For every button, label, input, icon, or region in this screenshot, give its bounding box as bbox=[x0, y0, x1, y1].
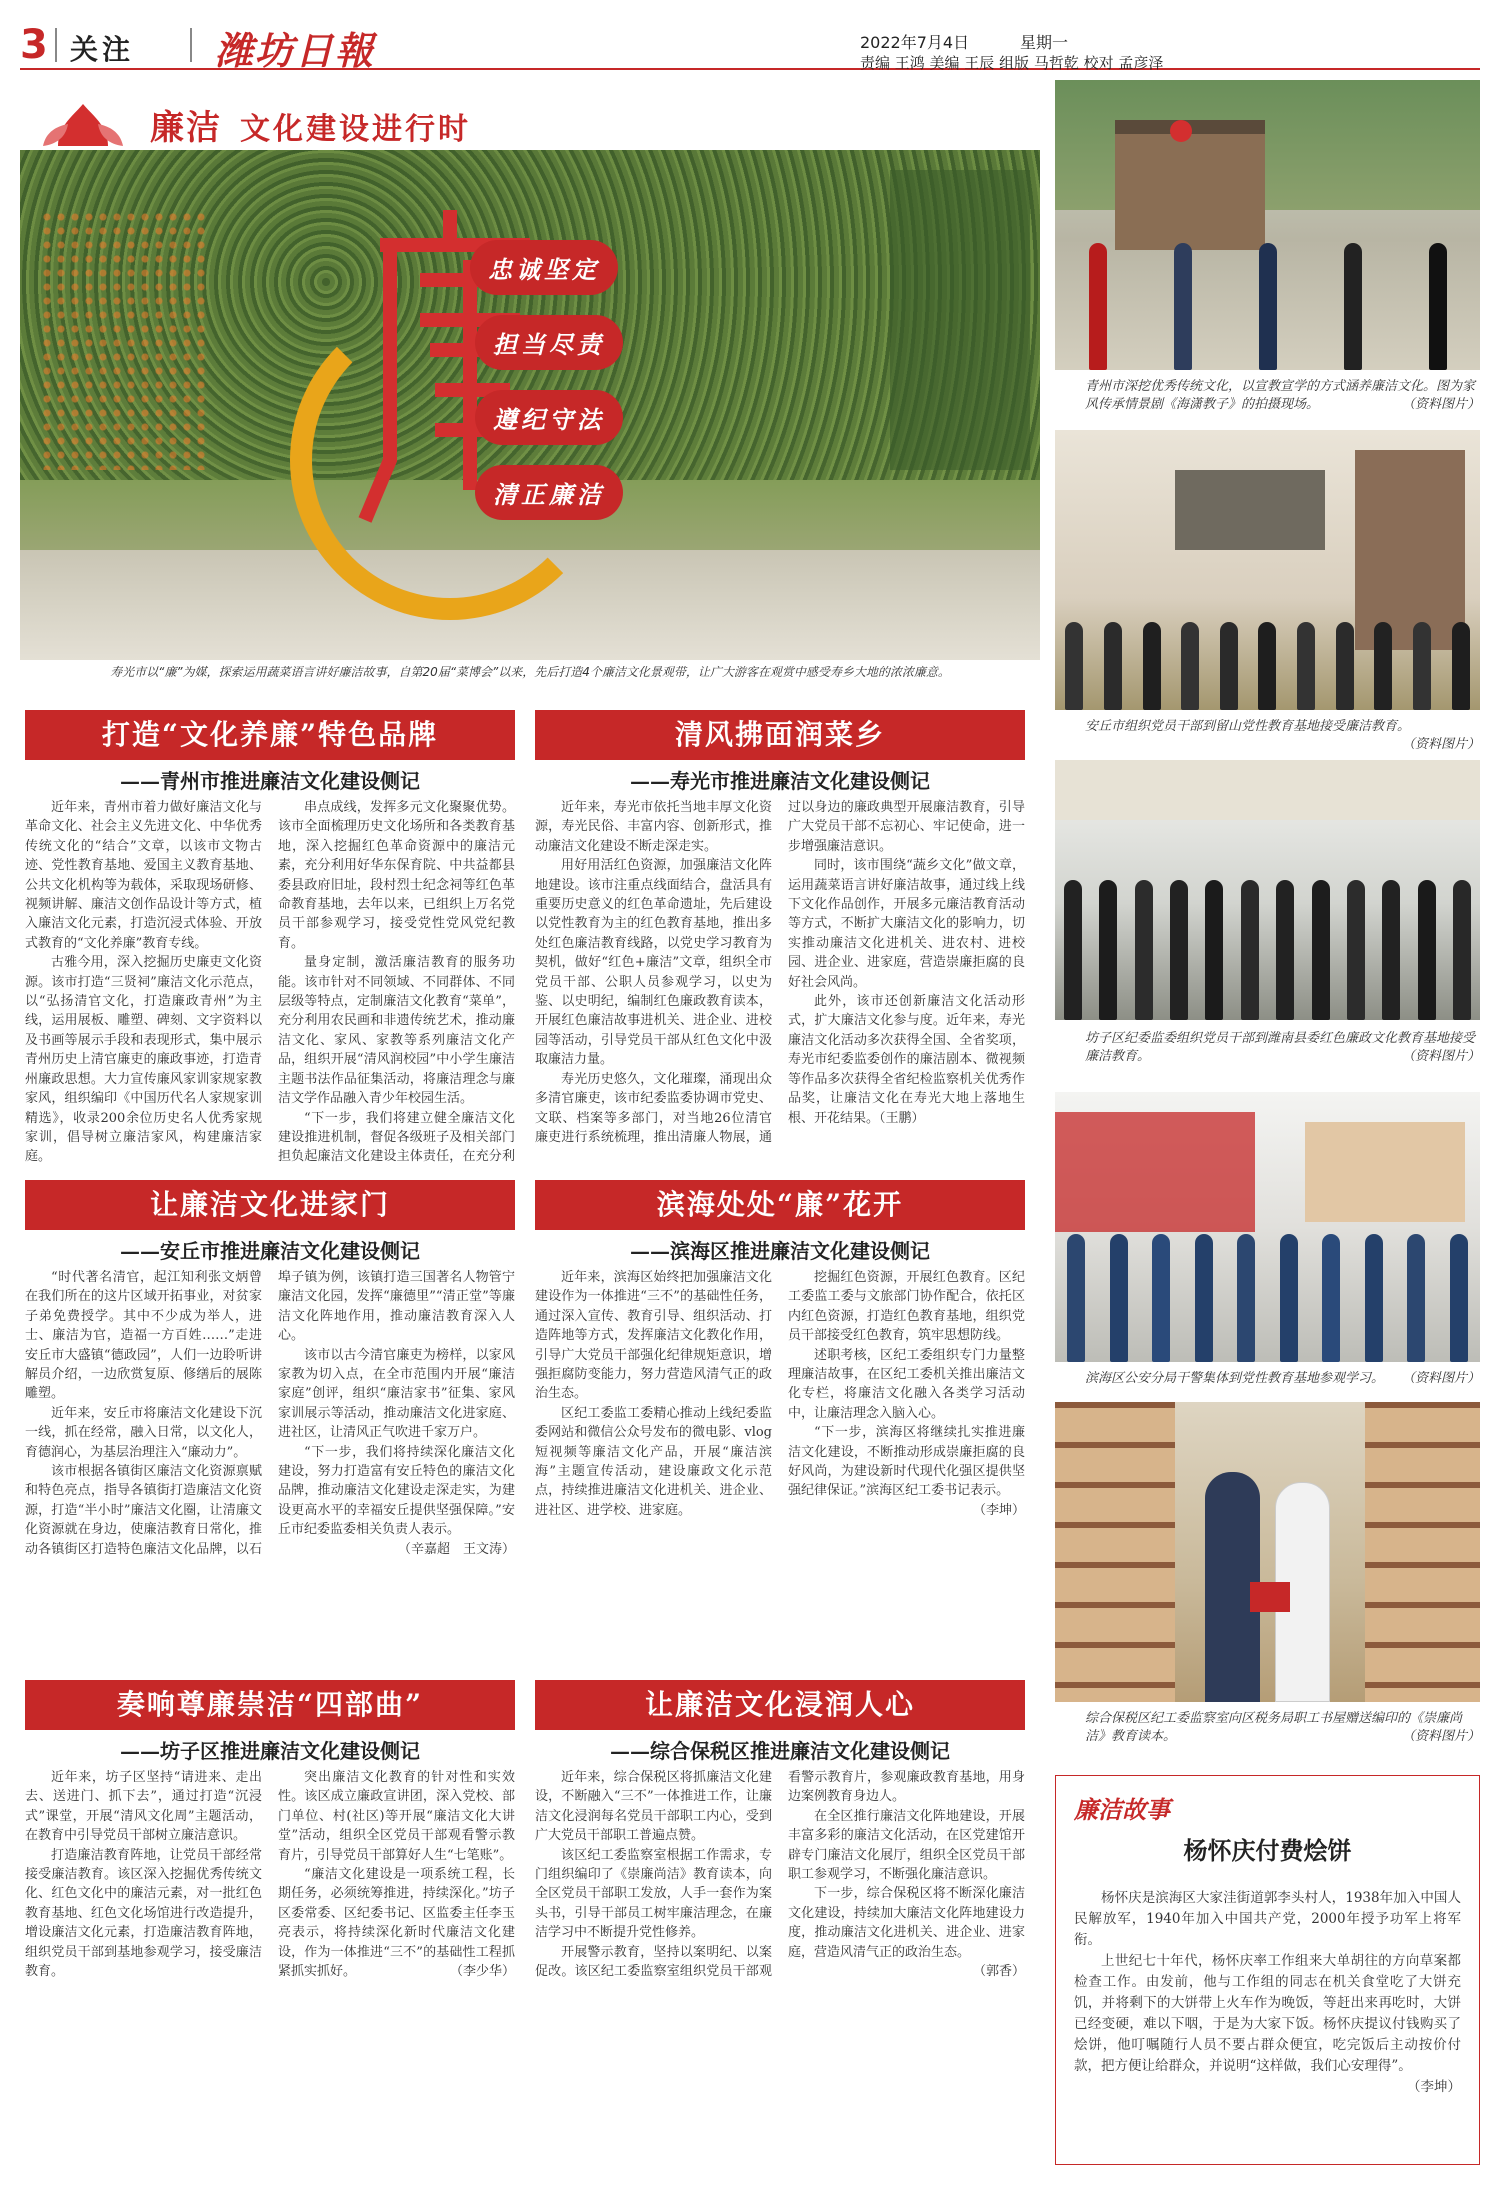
main-photo bbox=[20, 150, 1040, 660]
photo-binhai-police bbox=[1055, 1092, 1480, 1362]
section-name: 关注 bbox=[70, 33, 135, 66]
photo-caption-2: 安丘市组织党员干部到留山党性教育基地接受廉洁教育。 （资料图片） bbox=[1085, 719, 1480, 752]
sign-4: 清正廉洁 bbox=[475, 465, 623, 520]
banner-lianjie: 廉洁 bbox=[150, 108, 222, 148]
editors-line: 责编 王鸿 美编 王辰 组版 马哲乾 校对 孟彦泽 bbox=[860, 54, 1164, 72]
sign-1: 忠诚坚定 bbox=[470, 240, 618, 295]
story-title: 杨怀庆付费烩饼 bbox=[1183, 1836, 1352, 1865]
article-body-bonded-zone: 近年来，综合保税区将抓廉洁文化建设，不断融入“三不”一体推进工作，让廉洁文化浸润每名党员干部职工内心，受到广大党员干部职工普遍点赞。 该区纪工委监察室根据工作需求，专门组织编印了《崇廉尚洁》教育读本，向全区党员干部职工发放，人手一套作为案头书，引导干部员工树牢廉洁理念，在廉洁学习中不断提升党性修养。 开展警示教育，坚持以案明纪、以案促改。该区纪工委监察室组织党员干部观看警示教育片，参观廉政教育基地，用身边案例教育身边人。 在全区推行廉洁文化阵地建设，开展丰富多彩的廉洁文化活动，在区党建馆开辟专门廉洁文化展厅，组织全区党员干部职工参观学习，不断强化廉洁意识。 下一步，综合保税区将不断深化廉洁文化建设，持续加大廉洁文化阵地建设力度，推动廉洁文化进机关、进企业、进家庭，营造风清气正的政治生态。 （郭香） bbox=[535, 1770, 1025, 1980]
story-body: 杨怀庆是滨海区大家洼街道郭李头村人，1938年加入中国人民解放军，1940年加入中国共产党，2000年授予功军上将军衔。 上世纪七十年代，杨怀庆率工作组来大单胡往的方向草案都检查工作。由发前，他与工作组的同志在机关食堂吃了大饼充饥，并将剩下的大饼带上火车作为晚饭，等赶出来再吃时，大饼已经变硬，难以下咽，于是为大家下饭。杨怀庆提议付钱购买了烩饼，他叮嘱随行人员不要占群众便宜，吃完饭后主动按价付款，把方便让给群众，并说明“这样做，我们心安理得”。 （李坤） bbox=[1074, 1890, 1461, 2095]
article-body-binhai: 近年来，滨海区始终把加强廉洁文化建设作为一体推进“三不”的基础性任务，通过深入宣传、教育引导、组织活动、打造阵地等方式，发挥廉洁文化教化作用，引导广大党员干部强化纪律规矩意识，增强拒腐防变能力，努力营造风清气正的政治生态。 区纪工委监工委精心推动上线纪委监委网站和微信公众号发布的微电影、vlog短视频等廉洁文化产品，开展“廉洁滨海”主题宣传活动，建设廉政文化示范点，持续推进廉洁文化进机关、进企业、进社区、进学校、进家庭。 挖掘红色资源，开展红色教育。区纪工委监工委与文旅部门协作配合，依托区内红色资源，打造红色教育基地，组织党员干部接受红色教育，筑牢思想防线。 述职考核，区纪工委组织专门力量整理廉洁故事，在区纪工委机关推出廉洁文化专栏，将廉洁文化融入各类学习活动中，让廉洁理念入脑入心。 “下一步，滨海区将继续扎实推进廉洁文化建设，不断推动形成崇廉拒腐的良好风尚，为建设新时代现代化强区提供坚强纪律保证。”滨海区纪工委书记表示。 （李坤） bbox=[535, 1270, 1025, 1518]
article-body-shouguang: 近年来，寿光市依托当地丰厚文化资源，寿光民俗、丰富内容、创新形式，推动廉洁文化建设不断走深走实。 用好用活红色资源，加强廉洁文化阵地建设。该市注重点线面结合，盘活具有重要历史意义的红色革命遗址，先后建设以党性教育为主的红色教育基地，推出多处红色廉洁教育线路，以党史学习教育为契机，做好“红色+廉洁”文章，组织全市党员干部、公职人员参观学习，以史为鉴、以史明纪，编制红色廉政教育读本，开展红色廉洁故事进机关、进企业、进校园等活动，引导党员干部从红色文化中汲取廉洁力量。 寿光历史悠久，文化璀璨，涌现出众多清官廉吏，该市纪委监委协调市党史、文联、档案等多部门，对当地26位清官廉吏进行系统梳理，推出清廉人物展，通过以身边的廉政典型开展廉洁教育，引导广大党员干部不忘初心、牢记使命，进一步增强廉洁意识。 同时，该市围绕“蔬乡文化”做文章，运用蔬菜语言讲好廉洁故事，通过线上线下文化作品创作，开展多元廉洁教育活动等方式，不断扩大廉洁文化的影响力，切实推动廉洁文化进机关、进农村、进校园、进企业、进家庭，营造崇廉拒腐的良好社会风尚。 此外，该市还创新廉洁文化活动形式，扩大廉洁文化参与度。近年来，寿光廉洁文化活动多次获得全国、全省奖项，寿光市纪委监委创作的廉洁剧本、微视频等作品多次获得全省纪检监察机关优秀作品奖，让廉洁文化在寿光大地上落地生根、开花结果。（王鹏） bbox=[535, 800, 1025, 1145]
photo-fangzi-oath bbox=[1055, 760, 1480, 1020]
article-body-qingzhou: 近年来，青州市着力做好廉洁文化与革命文化、社会主义先进文化、中华优秀传统文化的“结合”文章，以该市文物古迹、党性教育基地、爱国主义教育基地、公共文化机构等为载体，采取现场研修、视频讲解、廉洁文创作品设计等方式，植入廉洁文化元素，打造沉浸式体验、开放式教育的“文化养廉”教育专线。 古雅今用，深入挖掘历史廉吏文化资源。该市打造“三贤祠”廉洁文化示范点，以“弘扬清官文化，打造廉政青州”为主线，运用展板、雕塑、碑刻、文字资料以及书画等展示手段和表现形式，集中展示青州历史上清官廉吏的廉政事迹，打造青州廉政思想。大力宣传廉风家训家规家教家风，组织编印《中国历代名人家规家训精选》，收录200余位历史名人优秀家规家训，倡导树立廉洁家风，构建廉洁家庭。 串点成线，发挥多元文化聚聚优势。该市全面梳理历史文化场所和各类教育基地，深入挖掘红色革命资源中的廉洁元素，充分利用好华东保育院、中共益都县委县政府旧址，段村烈士纪念祠等红色革命教育基地，去年以来，已组织上万名党员干部参观学习，接受党性党风党纪教育。 量身定制，激活廉洁教育的服务功能。该市针对不同领域、不同群体、不同层级等特点，定制廉洁文化教育“菜单”，充分利用农民画和非遗传统艺术，推动廉洁文化、家风、家教等系列廉洁文化产品，组织开展“清风润校园”中小学生廉洁主题书法作品征集活动，将廉洁理念与廉洁文学作品融入青少年校园生活。 “下一步，我们将建立健全廉洁文化建设推进机制，督促各级班子及相关部门担负起廉洁文化建设主体责任，在充分利 bbox=[25, 800, 515, 1165]
article-subtitle-fangzi: ——坊子区推进廉洁文化建设侧记 bbox=[120, 1739, 420, 1763]
article-title-anqiu: 让廉洁文化进家门 bbox=[25, 1180, 515, 1230]
article-subtitle-qingzhou: ——青州市推进廉洁文化建设侧记 bbox=[120, 769, 420, 793]
article-body-fangzi: 近年来，坊子区坚持“请进来、走出去、送进门、抓下去”，通过打造“沉浸式”课堂，开展“清风文化周”主题活动，在教育中引导党员干部树立廉洁意识。 打造廉洁教育阵地，让党员干部经常接受廉洁教育。该区深入挖掘优秀传统文化、红色文化中的廉洁元素，对一批红色教育基地、红色文化场馆进行改造提升，增设廉洁文化元素，打造廉洁教育阵地，组织党员干部到基地参观学习，接受廉洁教育。 突出廉洁文化教育的针对性和实效性。该区成立廉政宣讲团，深入党校、部门单位、村(社区)等开展“廉洁文化大讲堂”活动，组织全区党员干部观看警示教育片，引导党员干部算好人生“七笔账”。 “廉洁文化建设是一项系统工程，长期任务，必须统筹推进，持续深化。”坊子区委常委、区纪委书记、区监委主任李玉亮表示，将持续深化新时代廉洁文化建设，作为一体推进“三不”的基础性工程抓紧抓实抓好。 （李少华） bbox=[25, 1770, 515, 1980]
weekday: 星期一 bbox=[1020, 33, 1069, 52]
tree-foliage bbox=[890, 170, 1030, 470]
divider bbox=[55, 28, 57, 62]
sign-3: 遵纪守法 bbox=[475, 390, 623, 445]
article-title-shouguang: 清风拂面润菜乡 bbox=[535, 710, 1025, 760]
article-title-binhai: 滨海处处“廉”花开 bbox=[535, 1180, 1025, 1230]
article-body-anqiu: “时代著名清官，起江知利张文炳曾在我们所在的这片区域开拓事业，对贫家子弟免费授学。其中不少成为举人，进士、廉洁为官，造福一方百姓……”走进安丘市大盛镇“德政园”，人们一边聆听讲解员介绍，一边欣赏复原、修缮后的展陈雕塑。 近年来，安丘市将廉洁文化建设下沉一线，抓在经常，融入日常，以文化人，育德润心，为基层治理注入“廉动力”。 该市根据各镇街区廉洁文化资源禀赋和特色亮点，指导各镇街打造廉洁文化资源，打造“半小时”廉洁文化圈，让清廉文化资源就在身边，使廉洁教育日常化，推动各镇街区打造特色廉洁文化品牌，以石埠子镇为例，该镇打造三国著名人物管宁廉洁文化园，发挥“廉德里”“清正堂”等廉洁文化阵地作用，推动廉洁教育深入人心。 该市以古今清官廉吏为榜样，以家风家教为切入点，在全市范围内开展“廉洁家庭”创评，组织“廉洁家书”征集、家风家训展示等活动，推动廉洁文化进家庭、进社区，让清风正气吹进千家万户。 “下一步，我们将持续深化廉洁文化建设，努力打造富有安丘特色的廉洁文化品牌，推动廉洁文化建设走深走实，为建设更高水平的幸福安丘提供坚强保障。”安丘市纪委监委相关负责人表示。 （辛嘉超 王文涛） bbox=[25, 1270, 515, 1557]
article-subtitle-shouguang: ——寿光市推进廉洁文化建设侧记 bbox=[630, 769, 930, 793]
photo-qingzhou-filming bbox=[1055, 80, 1480, 370]
photo-caption-5: 综合保税区纪工委监察室向区税务局职工书屋赠送编印的《崇廉尚洁》教育读本。 （资料图片） bbox=[1085, 1711, 1480, 1744]
article-title-qingzhou: 打造“文化养廉”特色品牌 bbox=[25, 710, 515, 760]
integrity-story-box bbox=[1055, 1775, 1480, 2165]
article-subtitle-anqiu: ——安丘市推进廉洁文化建设侧记 bbox=[120, 1239, 420, 1263]
photo-caption-1: 青州市深挖优秀传统文化，以宣教宣学的方式涵养廉洁文化。图为家风传承情景剧《海潇教子》的拍摄现场。 （资料图片） bbox=[1085, 379, 1480, 412]
article-subtitle-bonded-zone: ——综合保税区推进廉洁文化建设侧记 bbox=[610, 1739, 950, 1763]
photo-bonded-zone-books bbox=[1055, 1402, 1480, 1702]
banner-title: 文化建设进行时 bbox=[240, 112, 471, 147]
pepper-plants bbox=[40, 210, 210, 470]
photo-caption-3: 坊子区纪委监委组织党员干部到潍南县委红色廉政文化教育基地接受廉洁教育。 （资料图片） bbox=[1085, 1031, 1480, 1064]
article-title-fangzi: 奏响尊廉崇洁“四部曲” bbox=[25, 1680, 515, 1730]
article-subtitle-binhai: ——滨海区推进廉洁文化建设侧记 bbox=[630, 1239, 930, 1263]
sign-2: 担当尽责 bbox=[475, 315, 623, 370]
photo-anqiu-museum bbox=[1055, 430, 1480, 710]
issue-date: 2022年7月4日 bbox=[860, 33, 970, 52]
divider bbox=[190, 28, 192, 62]
lotus-icon bbox=[28, 96, 138, 148]
story-tag: 廉洁故事 bbox=[1074, 1795, 1170, 1824]
masthead: 潍坊日報 bbox=[215, 28, 376, 73]
page-number: 3 bbox=[20, 22, 48, 68]
photo-caption-4: 滨海区公安分局干警集体到党性教育基地参观学习。 （资料图片） bbox=[1085, 1371, 1480, 1386]
main-photo-caption: 寿光市以“廉”为媒，探索运用蔬菜语言讲好廉洁故事，自第20届“菜博会”以来，先后打造4个廉洁文化景观带，让广大游客在观赏中感受寿乡大地的浓浓廉意。 bbox=[110, 665, 950, 679]
article-title-bonded-zone: 让廉洁文化浸润人心 bbox=[535, 1680, 1025, 1730]
